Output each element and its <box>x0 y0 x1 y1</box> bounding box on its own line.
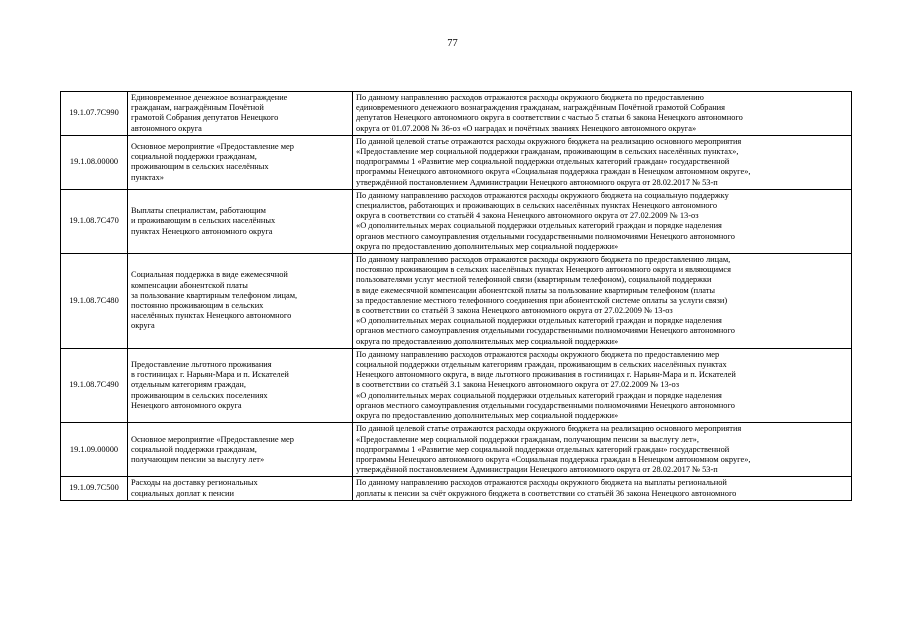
description-line: По данному направлению расходов отражаются расходы окружного бюджета на выплаты региональной <box>356 478 727 488</box>
name-line: гражданам, награждённым Почётной <box>131 103 264 113</box>
target-article-name <box>128 135 353 189</box>
target-article-name <box>128 477 353 500</box>
description-line: социальной поддержки отдельным категориям граждан, проживающим в сельских населённых пунктах <box>356 360 727 370</box>
description-line: в соответствии со статьёй 3.1 закона Ненецкого автономного округа от 27.02.2009 № 13-оз <box>356 380 680 390</box>
name-line: Ненецкого автономного округа <box>131 400 242 410</box>
description-line: «О дополнительных мерах социальной поддержки отдельных категорий граждан и порядке наделения <box>356 390 722 400</box>
description-line: округа в соответствии со статьёй 4 закона Ненецкого автономного округа от 27.02.2009 № 13-оз <box>356 211 699 221</box>
description-line: «О дополнительных мерах социальной поддержки отдельных категорий граждан и порядке наделения <box>356 221 722 231</box>
description-line: подпрограммы 1 «Развитие мер социальной поддержки отдельных категорий граждан» государственной <box>356 157 730 167</box>
name-line: Единовременное денежное вознаграждение <box>131 93 288 102</box>
name-line: компенсации абонентской платы <box>131 280 248 290</box>
description-line: депутатов Ненецкого автономного округа в соответствии с частью 5 статьи 6 закона Ненецкого автономного <box>356 113 743 123</box>
name-line: пунктах Ненецкого автономного округа <box>131 226 273 236</box>
target-article-code: 19.1.08.00000 <box>61 135 128 189</box>
description-line: органов местного самоуправления отдельными государственными полномочиями Ненецкого автономного <box>356 326 735 336</box>
target-article-code: 19.1.09.00000 <box>61 423 128 477</box>
description-line: округа по предоставлению дополнительных мер социальной поддержки» <box>356 411 619 421</box>
name-line: проживающим в сельских населённых <box>131 162 269 172</box>
table-row <box>61 92 852 136</box>
description-line: По данному направлению расходов отражаются расходы окружного бюджета на социальную поддержку <box>356 190 729 200</box>
description-line: подпрограммы 1 «Развитие мер социальной поддержки отдельных категорий граждан» государственной <box>356 444 730 454</box>
description-line: По данному направлению расходов отражаются расходы окружного бюджета по предоставлению мер <box>356 349 720 359</box>
target-article-name <box>128 92 353 136</box>
description-line: По данной целевой статье отражаются расходы окружного бюджета на реализацию основного мероприятия <box>356 424 742 434</box>
description-line: специалистов, работающих и проживающих в сельских населённых пунктах Ненецкого автономного <box>356 201 718 211</box>
target-article-name <box>128 423 353 477</box>
description-line: округа по предоставлению дополнительных мер социальной поддержки» <box>356 241 619 251</box>
table-row <box>61 189 852 253</box>
description-line: программы Ненецкого автономного округа «Социальная поддержка граждан в Ненецком автономном округе», <box>356 167 751 177</box>
name-line: населённых пунктах Ненецкого автономного <box>131 311 292 321</box>
name-line: Выплаты специалистам, работающим <box>131 206 266 216</box>
name-line: Основное мероприятие «Предоставление мер <box>131 434 294 444</box>
name-line: в гостиницах г. Нарьян-Мара и п. Искателей <box>131 370 289 380</box>
target-article-code: 19.1.09.7С500 <box>61 477 128 500</box>
description-line: единовременного денежного вознаграждения гражданам, награждённым Почётной грамотой Собрания <box>356 103 726 113</box>
target-article-code: 19.1.08.7С470 <box>61 189 128 253</box>
description-line: округа по предоставлению дополнительных мер социальной поддержки» <box>356 336 619 346</box>
target-article-description <box>353 189 852 253</box>
name-line: за пользование квартирным телефоном лицам, <box>131 290 298 300</box>
description-line: в виде ежемесячной компенсации абонентской платы за пользование квартирным телефоном (платы <box>356 285 716 295</box>
description-line: Ненецкого автономного округа, в виде льготного проживания в гостиницах г. Нарьян-Мара и п. Искателей <box>356 370 736 380</box>
description-line: «О дополнительных мерах социальной поддержки отдельных категорий граждан и порядке наделения <box>356 316 722 326</box>
table-row <box>61 348 852 422</box>
target-article-description <box>353 254 852 349</box>
name-line: получающим пенсии за выслугу лет» <box>131 454 265 464</box>
name-line: отдельным категориям граждан, <box>131 380 246 390</box>
description-line: пользователями услуг местной телефонной связи (квартирным телефоном), социальной поддержки <box>356 275 712 285</box>
description-line: По данному направлению расходов отражаются расходы окружного бюджета по предоставлению лицам, <box>356 255 731 265</box>
target-article-name <box>128 189 353 253</box>
description-line: программы Ненецкого автономного округа «Социальная поддержка граждан в Ненецком автономном округе», <box>356 454 751 464</box>
name-line: грамотой Собрания депутатов Ненецкого <box>131 113 279 123</box>
name-line: Основное мероприятие «Предоставление мер <box>131 141 294 151</box>
description-line: округа от 01.07.2008 № 36-оз «О наградах и почётных званиях Ненецкого автономного округа» <box>356 123 697 133</box>
name-line: Предоставление льготного проживания <box>131 360 272 370</box>
target-article-description <box>353 135 852 189</box>
description-line: в соответствии со статьёй 3 закона Ненецкого автономного округа от 27.02.2009 № 13-оз <box>356 306 673 316</box>
target-article-code: 19.1.08.7С490 <box>61 348 128 422</box>
target-article-description <box>353 92 852 136</box>
table-row <box>61 423 852 477</box>
target-article-description <box>353 348 852 422</box>
description-line: «Предоставление мер социальной поддержки гражданам, получающим пенсии за выслугу лет», <box>356 434 699 444</box>
name-line: пунктах» <box>131 172 164 182</box>
description-line: «Предоставление мер социальной поддержки гражданам, проживающим в сельских населённых пунктах», <box>356 147 739 157</box>
name-line: и проживающим в сельских населённых <box>131 216 276 226</box>
table-row <box>61 254 852 349</box>
name-line: автономного округа <box>131 123 202 133</box>
table-row <box>61 477 852 500</box>
page-number: 77 <box>447 38 458 49</box>
description-line: По данной целевой статье отражаются расходы окружного бюджета на реализацию основного мероприятия <box>356 136 742 146</box>
description-line: постоянно проживающим в сельских населённых пунктах Ненецкого автономного округа и являющимся <box>356 265 731 275</box>
table-row <box>61 135 852 189</box>
name-line: Социальная поддержка в виде ежемесячной <box>131 270 288 280</box>
name-line: социальной поддержки гражданам, <box>131 444 257 454</box>
budget-classification-table <box>60 91 852 501</box>
description-line: органов местного самоуправления отдельными государственными полномочиями Ненецкого автономного <box>356 231 735 241</box>
description-line: утверждённой постановлением Администрации Ненецкого автономного округа от 28.02.2017 № 53-п <box>356 177 718 187</box>
target-article-code: 19.1.08.7С480 <box>61 254 128 349</box>
name-line: Расходы на доставку региональных <box>131 478 258 488</box>
name-line: социальной поддержки гражданам, <box>131 152 257 162</box>
target-article-name <box>128 348 353 422</box>
description-line: доплаты к пенсии за счёт окружного бюджета в соответствии со статьёй 36 закона Ненецкого автономного <box>356 488 737 498</box>
name-line: постоянно проживающим в сельских <box>131 300 264 310</box>
target-article-code: 19.1.07.7С990 <box>61 92 128 136</box>
target-article-name <box>128 254 353 349</box>
name-line: округа <box>131 321 155 331</box>
table-body <box>61 92 852 501</box>
target-article-description <box>353 477 852 500</box>
description-line: органов местного самоуправления отдельными государственными полномочиями Ненецкого автономного <box>356 400 735 410</box>
description-line: за предоставление местного телефонного соединения при абонентской системе оплаты за услуги связи) <box>356 295 728 305</box>
description-line: По данному направлению расходов отражаются расходы окружного бюджета по предоставлению <box>356 93 704 102</box>
name-line: социальных доплат к пенсии <box>131 488 234 498</box>
name-line: проживающим в сельских поселениях <box>131 390 268 400</box>
target-article-description <box>353 423 852 477</box>
description-line: утверждённой постановлением Администрации Ненецкого автономного округа от 28.02.2017 № 53-п <box>356 465 718 475</box>
